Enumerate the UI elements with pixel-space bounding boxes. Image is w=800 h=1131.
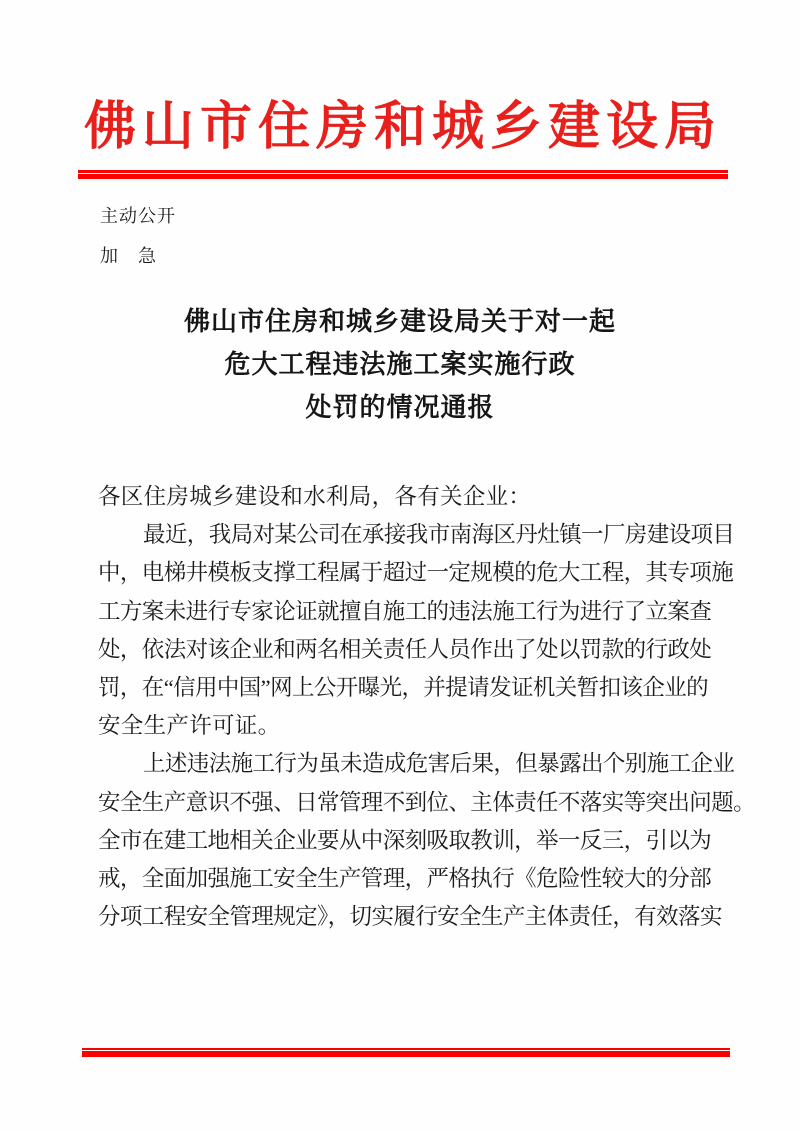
footer-rule-thick xyxy=(82,1051,730,1057)
salutation: 各区住房城乡建设和水利局，各有关企业： xyxy=(98,484,532,509)
footer-rule-thin xyxy=(82,1048,730,1050)
paragraph-1-line-2: 中，电梯井模板支撑工程属于超过一定规模的危大工程，其专项施 xyxy=(98,560,734,586)
paragraph-1-line-6: 安全生产许可证。 xyxy=(98,713,281,739)
document-title-line-3: 处罚的情况通报 xyxy=(305,393,495,422)
masthead-rule-thin xyxy=(78,170,728,173)
masthead-double-rule xyxy=(78,170,728,179)
paragraph-2-line-4: 戒，全面加强施工安全生产管理，严格执行《危险性较大的分部 xyxy=(98,866,712,892)
paragraph-1-line-5: 罚，在“信用中国”网上公开曝光，并提请发证机关暂扣该企业的 xyxy=(98,675,709,701)
document-title-line-1: 佛山市住房和城乡建设局关于对一起 xyxy=(183,307,616,336)
masthead-rule-thick xyxy=(78,174,728,179)
paragraph-2-line-3: 全市在建工地相关企业要从中深刻吸取教训，举一反三，引以为 xyxy=(98,827,712,853)
footer-double-rule xyxy=(82,1048,730,1057)
paragraph-1-line-1: 最近，我局对某公司在承接我市南海区丹灶镇一厂房建设项目 xyxy=(143,522,735,548)
masthead xyxy=(0,96,800,160)
document-annotations xyxy=(100,196,460,276)
issuing-organization: 佛山市住房和城乡建设局 xyxy=(83,99,722,156)
paragraph-2-line-1: 上述违法施工行为虽未造成危害后果，但暴露出个别施工企业 xyxy=(143,751,735,777)
document-title xyxy=(100,300,700,429)
paragraph-2-line-5: 分项工程安全管理规定》，切实履行安全生产主体责任，有效落实 xyxy=(98,904,722,930)
paragraph-1-line-4: 处，依法对该企业和两名相关责任人员作出了处以罚款的行政处 xyxy=(98,636,712,662)
annotation-urgency: 加 急 xyxy=(100,246,157,266)
annotation-disclosure-type: 主动公开 xyxy=(100,206,176,226)
document-body xyxy=(98,478,756,936)
paragraph-1-line-3: 工方案未进行专家论证就擅自施工的违法施工行为进行了立案查 xyxy=(98,598,712,624)
document-title-line-2: 危大工程违法施工案实施行政 xyxy=(224,350,576,379)
paragraph-2-line-2: 安全生产意识不强、日常管理不到位、主体责任不落实等突出问题。 xyxy=(98,789,756,815)
